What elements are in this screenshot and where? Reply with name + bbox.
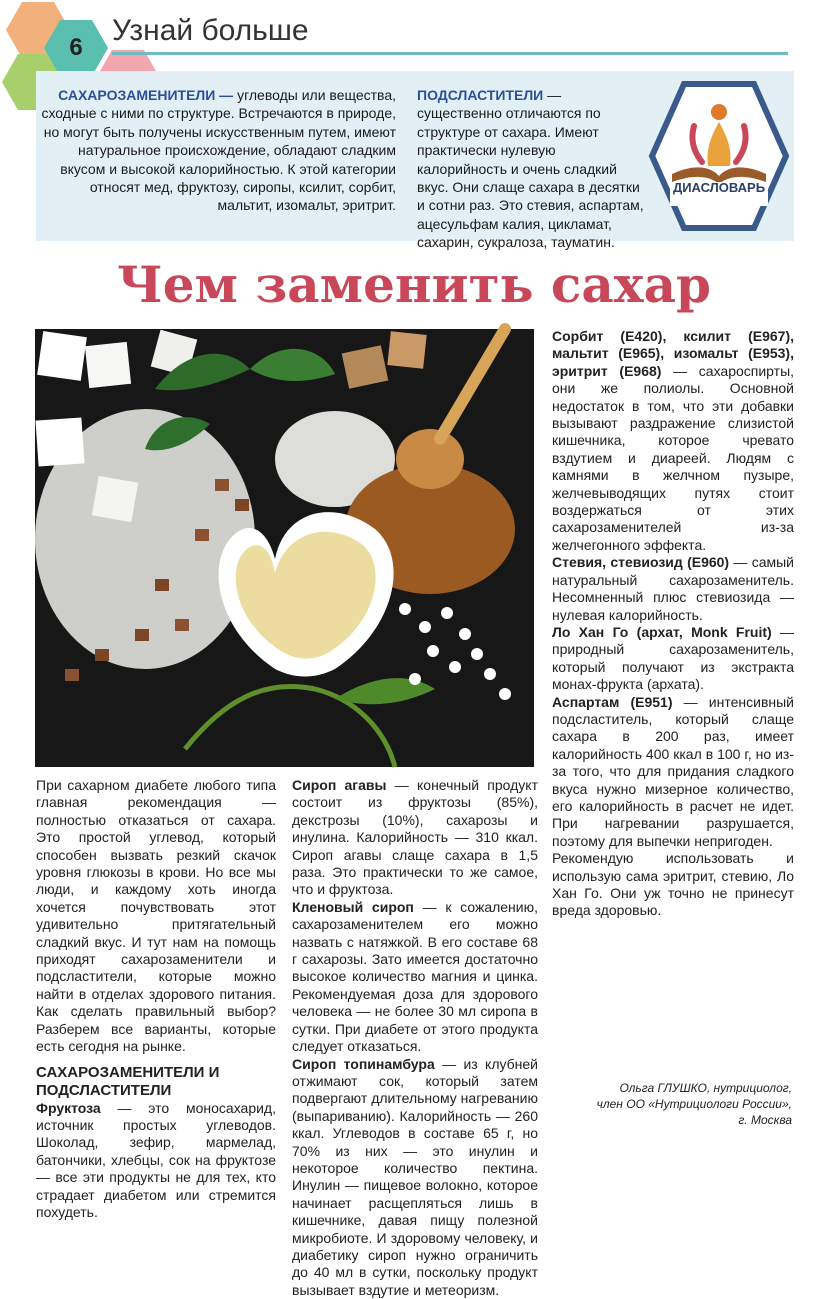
glossary-intense-sweeteners-term: ПОДСЛАСТИТЕЛИ [417, 87, 543, 103]
glossary-sweeteners [40, 86, 396, 215]
fructose-paragraph [36, 1100, 276, 1222]
topinambur-term: Сироп топинамбура [292, 1056, 435, 1072]
article-subheading: САХАРОЗАМЕНИТЕЛИ И ПОДСЛАСТИТЕЛИ [36, 1064, 276, 1100]
luohan-paragraph [552, 624, 794, 694]
article-intro: При сахарном диабете любого типа главная рекомендация — полностью отказаться от сахара. Это простой углевод, который способен вызвать резкий скачок уровня глюкозы в крови. Но все мы люди, и каждому хоть иногда хочется почувствовать этот удивительно притягательный сладкий вкус. И тут нам на помощь приходят сахарозаменители и подсластители, которые можно найти в отделах здорового питания. Как сделать правильный выбор? Разберем все варианты, которые есть сегодня на рынке. [36, 777, 276, 1056]
glossary-sweeteners-term: САХАРОЗАМЕНИТЕЛИ — [58, 87, 233, 103]
luohan-term: Ло Хан Го (архат, Monk Fruit) [552, 624, 772, 640]
aspartame-term: Аспартам (Е951) [552, 694, 673, 710]
fructose-text: — это моносахарид, источник простых углеводов. Шоколад, зефир, мармелад, батончики, хлебцы, сок на фруктозе — все эти продукты не для тех, кто страдает диабетом или стремится похудеть. [36, 1100, 276, 1220]
article-column-1 [36, 777, 276, 1221]
stevia-term: Стевия, стевиозид (Е960) [552, 554, 729, 570]
article-title: Чем заменить сахар [0, 255, 828, 314]
book-logo-icon [650, 78, 788, 234]
polyols-term: Сорбит (Е420), ксилит (Е967), мальтит (Е965), изомальт (Е953), эритрит (Е968) [552, 328, 794, 379]
book-logo-label: ДИАСЛОВАРЬ [668, 180, 770, 195]
article-column-3 [552, 328, 794, 920]
maple-paragraph [292, 899, 538, 1056]
stevia-paragraph [552, 554, 794, 624]
polyols-paragraph [552, 328, 794, 554]
topinambur-text: — из клубней отжимают сок, который затем подвергают длительному нагреванию (выпариванию). Калорийность — 260 ккал. Углеводов в составе 65 г, но 70% из них — это инулин и некоторое количество пектина. Инулин — пищевое волокно, которое начинает расщепляться лишь в кишечнике, давая пищу полезной микробиоте. И здоровому человеку, и диабетику сироп нужно ограничить до 40 мл в сутки, поскольку продукт вызывает вздутие и метеоризм. [292, 1056, 538, 1298]
glossary-sweeteners-text: углеводы или вещества, сходные с ними по структуре. Встречаются в природе, но могут быть получены искусственным путем, имеют натуральное происхождение, обладают сладким вкусом и высокой калорийностью. К этой категории относят мед, фруктозу, сиропы, ксилит, сорбит, мальтит, изомальт, эритрит. [41, 87, 396, 213]
glossary-intense-sweeteners [417, 86, 647, 252]
agave-paragraph [292, 777, 538, 899]
author-signature [560, 1080, 792, 1128]
aspartame-paragraph [552, 694, 794, 851]
author-organization: член ОО «Нутрициологи России», [560, 1096, 792, 1112]
author-name: Ольга ГЛУШКО, нутрициолог, [560, 1080, 792, 1096]
fructose-term: Фруктоза [36, 1100, 101, 1116]
stevia-text: — самый натуральный сахарозаменитель. Несомненный плюс стевиозида — нулевая калорийность. [552, 554, 794, 622]
glossary-intense-sweeteners-text: — существенно отличаются по структуре от сахара. Имеют практически нулевую калорийность и очень сладкий вкус. Они слаще сахара в десятки и сотни раз. Это стевия, аспартам, ацесульфам калия, цикламат, сахарин, сукралоза, тауматин. [417, 87, 644, 250]
aspartame-text: — интенсивный подсластитель, который слаще сахара в 200 раз, имеет калорийность 400 ккал в 100 г, но из-за того, что для придания сладкого вкуса нужно мизерное количество, его калорийность в расчет не идет. При нагревании разрушается, поэтому для выпечки непригоден. [552, 694, 794, 849]
section-title: Узнай больше [112, 14, 309, 48]
article-column-2 [292, 777, 538, 1299]
page-number: 6 [44, 20, 108, 76]
topinambur-paragraph [292, 1056, 538, 1299]
maple-text: — к сожалению, сахарозаменителем его можно назвать с натяжкой. В его составе 68 г сахарозы. Зато имеется достаточно высокое количество магния и цинка. Рекомендуемая доза для здорового человека — не более 30 мл сиропа в сутки. При диабете от этого продукта следует отказаться. [292, 899, 538, 1054]
conclusion-paragraph: Рекомендую использовать и использую сама эритрит, стевию, Ло Хан Го. Они уж точно не принесут вреда здоровью. [552, 850, 794, 920]
agave-text: — конечный продукт состоит из фруктозы (85%), декстрозы (10%), сахарозы и инулина. Калорийность — 310 ккал. Сироп агавы слаще сахара в 1,5 раза. Это практически то же самое, что и фруктоза. [292, 777, 538, 897]
author-city: г. Москва [560, 1112, 792, 1128]
polyols-text: — сахароспирты, они же полиолы. Основной недостаток в том, что эти добавки вызывают раздражение слизистой кишечника, которое чревато вздутием и диареей. Людям с камнями в желчном пузыре, желчевыводящих путях стоит воздержаться от этих сахарозаменителей из-за желчегонного эффекта. [552, 363, 794, 553]
section-title-rule [112, 52, 788, 55]
agave-term: Сироп агавы [292, 777, 387, 793]
maple-term: Кленовый сироп [292, 899, 414, 915]
luohan-text: — природный сахарозаменитель, который получают из экстракта монах-фрукта (архата). [552, 624, 794, 692]
sweeteners-photo [35, 329, 534, 767]
